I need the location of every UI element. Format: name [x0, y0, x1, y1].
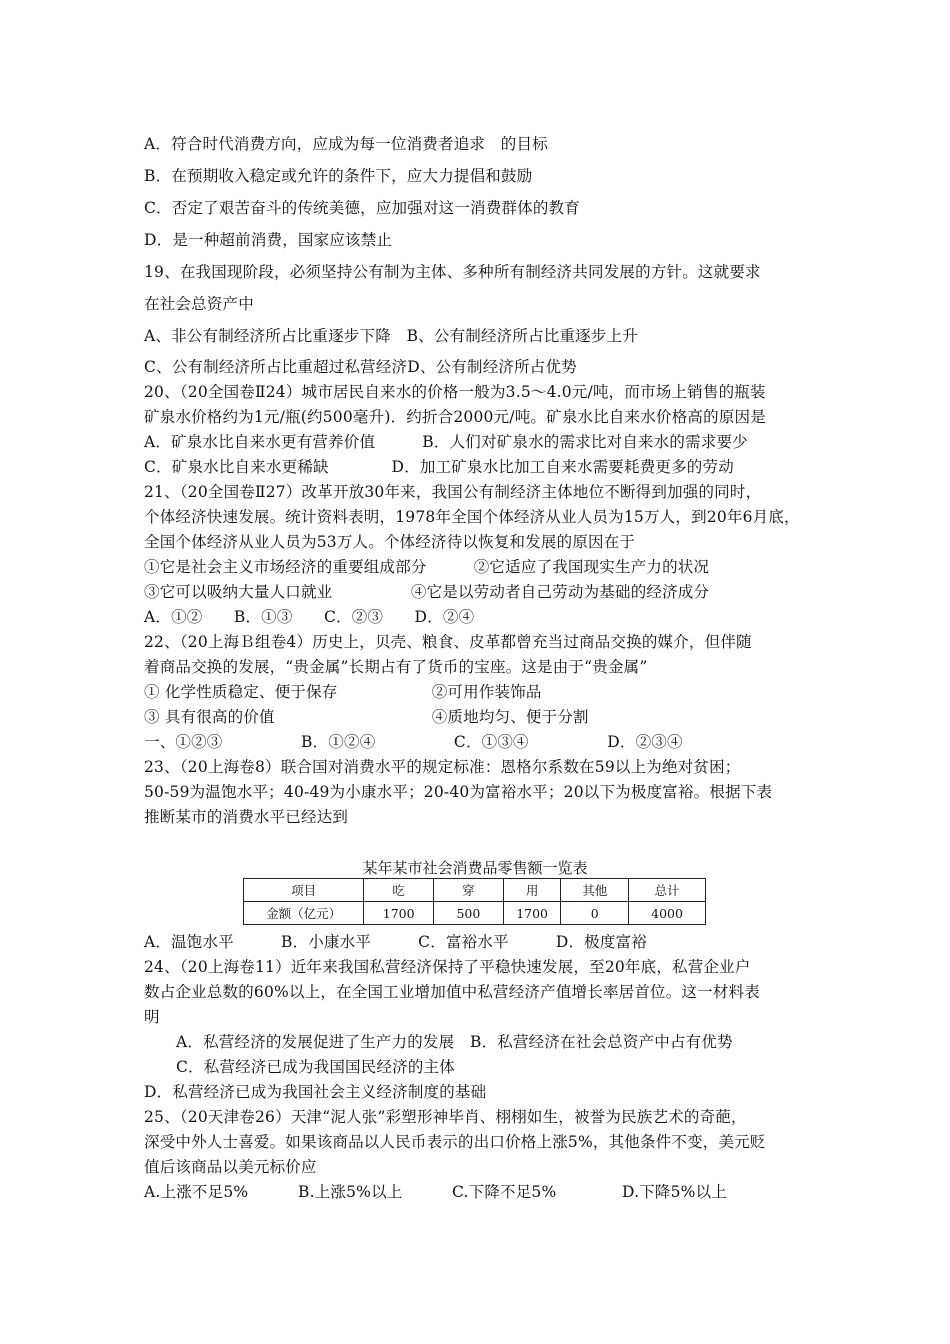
q19-options-ab: A、非公有制经济所占比重逐步下降 B、公有制经济所占比重逐步上升	[144, 327, 638, 345]
q23-options: A．温饱水平 B．小康水平 C．富裕水平 D．极度富裕	[144, 933, 647, 951]
q25-stem-line-2: 深受中外人士喜爱。如果该商品以人民币表示的出口价格上涨5%，其他条件不变，美元贬	[144, 1133, 766, 1151]
table-cell: 0	[561, 902, 629, 925]
table-header-row	[244, 879, 706, 902]
q18-option-a: A．符合时代消费方向，应成为每一位消费者追求 的目标	[144, 135, 548, 153]
table-cell: 金额（亿元）	[244, 902, 364, 925]
q25-option-a: A.上涨不足5%	[144, 1183, 249, 1201]
q18-option-b: B．在预期收入稳定或允许的条件下，应大力提倡和鼓励	[144, 167, 533, 185]
q18-option-d: D．是一种超前消费，国家应该禁止	[144, 231, 393, 249]
q21-options: A．①② B．①③ C．②③ D．②④	[144, 608, 475, 626]
q19-stem-line-2: 在社会总资产中	[144, 295, 254, 313]
q25-stem-line-1: 25、（20天津卷26）天津“泥人张”彩塑形神毕肖、栩栩如生，被誉为民族艺术的奇葩，	[144, 1108, 747, 1126]
q24-option-d: D．私营经济已成为我国社会主义经济制度的基础	[144, 1083, 487, 1101]
q20-stem-line-1: 20、（20全国卷Ⅱ24）城市居民自来水的价格一般为3.5～4.0元/吨，而市场上销售的瓶装	[144, 383, 766, 401]
table-header-cell: 穿	[434, 879, 504, 902]
q21-stem-line-3: 全国个体经济从业人员为53万人。个体经济待以恢复和发展的原因在于	[144, 533, 636, 551]
q21-stem-line-1: 21、（20全国卷Ⅱ27）改革开放30年来，我国公有制经济主体地位不断得到加强的同时，	[144, 483, 762, 501]
table-caption: 某年某市社会消费品零售额一览表	[362, 859, 588, 877]
table-header-cell: 其他	[561, 879, 629, 902]
table-header-cell: 吃	[364, 879, 434, 902]
q22-items-12: ① 化学性质稳定、便于保存 ②可用作装饰品	[144, 683, 542, 701]
q23-stem-line-1: 23、（20上海卷8）联合国对消费水平的规定标准：恩格尔系数在59以上为绝对贫困；	[144, 758, 741, 776]
table-row	[244, 902, 706, 925]
q23-stem-line-2: 50-59为温饱水平；40-49为小康水平；20-40为富裕水平；20以下为极度富裕。根据下表	[144, 783, 773, 801]
retail-sales-table	[243, 878, 706, 925]
q19-options-cd: C、公有制经济所占比重超过私营经济D、公有制经济所占优势	[144, 358, 577, 376]
table-cell: 500	[434, 902, 504, 925]
table-cell: 1700	[364, 902, 434, 925]
q20-stem-line-2: 矿泉水价格约为1元/瓶(约500毫升)．约折合2000元/吨。矿泉水比自来水价格高的原因是	[144, 408, 766, 426]
table-header-cell: 用	[503, 879, 561, 902]
q21-stem-line-2: 个体经济快速发展。统计资料表明，1978年全国个体经济从业人员为15万人，到20年6月底，	[144, 508, 800, 526]
q22-options: 一、①②③ B．①②④ C．①③④ D．②③④	[144, 733, 683, 751]
q24-stem-line-1: 24、（20上海卷11）近年来我国私营经济保持了平稳快速发展，至20年底，私营企业户	[144, 958, 751, 976]
q24-stem-line-3: 明	[144, 1008, 160, 1026]
q18-option-c: C．否定了艰苦奋斗的传统美德，应加强对这一消费群体的教育	[144, 199, 580, 217]
q25-option-d: D.下降5%以上	[622, 1183, 727, 1201]
q21-items-34: ③它可以吸纳大量人口就业 ④它是以劳动者自己劳动为基础的经济成分	[144, 583, 710, 601]
table-header-cell: 项目	[244, 879, 364, 902]
q25-option-b: B.上涨5%以上	[298, 1183, 403, 1201]
q23-stem-line-3: 推断某市的消费水平已经达到	[144, 808, 349, 826]
table-cell: 1700	[503, 902, 561, 925]
q24-options-ab: A．私营经济的发展促进了生产力的发展 B．私营经济在社会总资产中占有优势	[176, 1033, 733, 1051]
q21-items-12: ①它是社会主义市场经济的重要组成部分 ②它适应了我国现实生产力的状况	[144, 558, 710, 576]
q22-items-34: ③ 具有很高的价值 ④质地均匀、便于分割	[144, 708, 589, 726]
q24-option-c: C．私营经济已成为我国国民经济的主体	[176, 1058, 455, 1076]
table-header-cell: 总计	[629, 879, 706, 902]
q19-stem-line-1: 19、在我国现阶段，必须坚持公有制为主体、多种所有制经济共同发展的方针。这就要求	[144, 263, 761, 281]
q20-options-cd: C．矿泉水比自来水更稀缺 D．加工矿泉水比加工自来水需要耗费更多的劳动	[144, 458, 734, 476]
q20-options-ab: A．矿泉水比自来水更有营养价值 B．人们对矿泉水的需求比对自来水的需求要少	[144, 433, 748, 451]
q25-option-c: C.下降不足5%	[452, 1183, 557, 1201]
q24-stem-line-2: 数占企业总数的60%以上，在全国工业增加值中私营经济产值增长率居首位。这一材料表	[144, 983, 760, 1001]
q22-stem-line-1: 22、（20上海Ｂ组卷4）历史上，贝壳、粮食、皮革都曾充当过商品交换的媒介，但伴随	[144, 633, 752, 651]
q25-stem-line-3: 值后该商品以美元标价应	[144, 1158, 317, 1176]
q22-stem-line-2: 着商品交换的发展，“贵金属”长期占有了货币的宝座。这是由于“贵金属”	[144, 658, 648, 676]
q25-options	[144, 1182, 727, 1202]
table-cell: 4000	[629, 902, 706, 925]
